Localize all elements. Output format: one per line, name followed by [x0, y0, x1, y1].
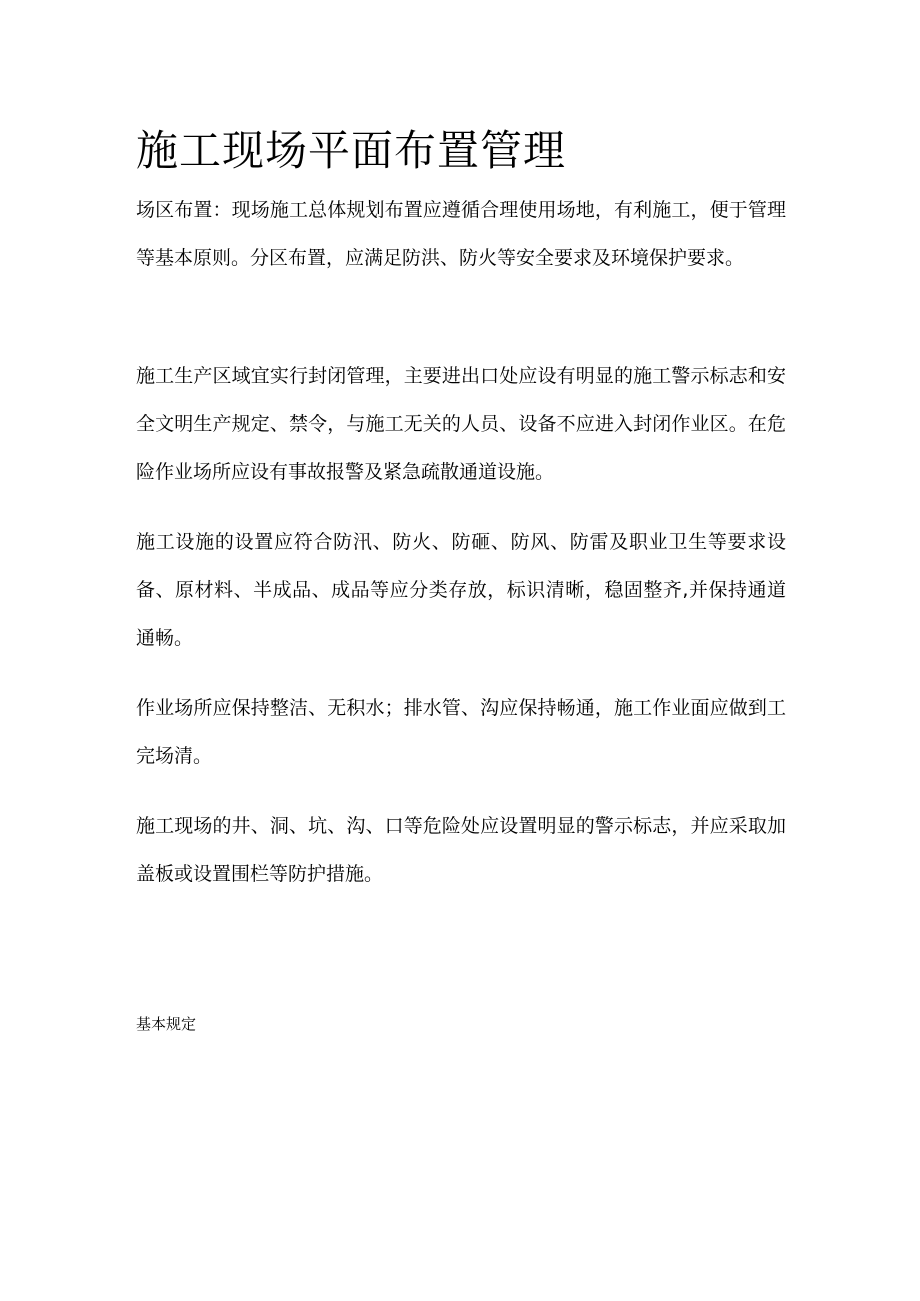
paragraph-facility-setup: 施工设施的设置应符合防汛、防火、防砸、防风、防雷及职业卫生等要求设备、原材料、半成品、成品等应分类存放，标识清晰，稳固整齐,并保持通道通畅。	[136, 531, 786, 649]
paragraph-hazard-protection: 施工现场的井、洞、坑、沟、口等危险处应设置明显的警示标志，并应采取加盖板或设置围栏等防护措施。	[136, 815, 786, 885]
paragraph-closed-management: 施工生产区域宜实行封闭管理，主要进出口处应设有明显的施工警示标志和安全文明生产规定、禁令，与施工无关的人员、设备不应进入封闭作业区。在危险作业场所应设有事故报警及紧急疏散通道设施。	[136, 365, 786, 483]
paragraph-workplace-cleanliness: 作业场所应保持整洁、无积水；排水管、沟应保持畅通，施工作业面应做到工完场清。	[136, 697, 786, 767]
paragraph-site-layout: 场区布置：现场施工总体规划布置应遵循合理使用场地，有利施工，便于管理等基本原则。分区布置，应满足防洪、防火等安全要求及环境保护要求。	[136, 199, 786, 269]
page-title: 施工现场平面布置管理	[136, 126, 567, 175]
section-label-basic-rules: 基本规定	[136, 1015, 197, 1033]
